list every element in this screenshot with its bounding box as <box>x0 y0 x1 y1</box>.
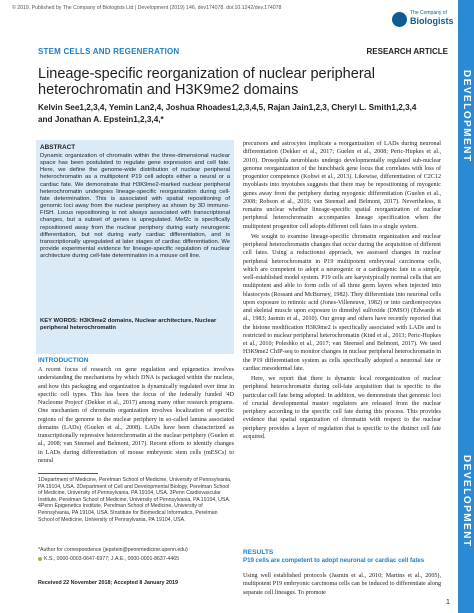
page-number: 1 <box>446 599 450 606</box>
keywords: KEY WORDS: H3K9me2 domains, Nuclear architecture, Nuclear peripheral heterochromatin <box>40 318 217 332</box>
paragraph: Here, we report that there is dynamic local reorganization of nuclear peripheral heterochromatin during cell-fate acquisition that is specific to the particular cell fate being adopted. In addition, we demonstrate that genomic loci of crucial developmental master regulators are released from the nuclear periphery according to the specific cell fate during this process. This provides evidence that spatial organization of chromatin with respect to the nuclear periphery provides a layer of regulation that is specific to the distinct cell fate acquired. <box>243 376 441 440</box>
received-dates: Received 22 November 2018; Accepted 8 January 2019 <box>38 580 179 586</box>
publisher-logo-name: Biologists <box>410 16 454 26</box>
abstract-heading: ABSTRACT <box>40 144 76 151</box>
sidebar-label-top: DEVELOPMENT <box>461 70 472 163</box>
publisher-logo <box>392 8 452 38</box>
publisher-logo-prefix: The Company of <box>410 10 447 16</box>
article-title: Lineage-specific reorganization of nuclear peripheral heterochromatin and H3K9me2 domains <box>38 66 375 98</box>
copyright-line: © 2019. Published by The Company of Biologists Ltd | Development (2019) 146, dev174078. doi:10.1242/dev.174078 <box>12 5 282 11</box>
results-body: Using well established protocols (Jasmin et al., 2010; Martins et al., 2005), multipotent P19 embryonic carcinoma cells can be induced to differentiate along separate cell lineages. To promote <box>243 573 441 596</box>
results-subheading: P19 cells are competent to adopt neuronal or cardiac cell fates <box>243 557 425 564</box>
footnote-divider <box>38 473 98 474</box>
abstract-body: Dynamic organization of chromatin within the three-dimensional nuclear space has been postulated to regulate gene expression and cell fate. Here, we define the genome-wide distribution of nuclear peripheral heterochromatin as a multipotent P19 cell adopts either a neural or a cardiac fate. We demonstrate that H3K9me2-marked nuclear peripheral heterochromatin undergoes lineage-specific reorganization during cell-fate determination. This is associated with spatial repositioning of genomic loci away from the nuclear periphery as shown by 3D immuno-FISH. Locus repositioning is not always associated with transcriptional changes, but a subset of genes is upregulated. Mef2c is specifically repositioned away from the nuclear periphery during early neurogenic differentiation, but not during early cardiac differentiation, and is transcriptionally upregulated at later stages of cardiac differentiation. We provide experimental evidence for lineage-specific regulation of nuclear architecture during cell-fate determination in a mouse cell line. <box>40 153 230 260</box>
right-column-body <box>243 140 441 441</box>
author-list: Kelvin See1,2,3,4, Yemin Lan2,4, Joshua Rhoades1,2,3,4,5, Rajan Jain1,2,3, Cheryl L. Smith1,2,3,4 and Jonathan A. Epstein1,2,3,4,* <box>38 103 417 124</box>
paragraph: precursors and astrocytes implicate a reorganization of LADs during neuronal differentiation (Dekker et al., 2017; Guelen et al., 2008; Peric-Hupkes et al., 2010). Drosophila neuroblasts undergo developmentally regulated sub-nuclear genome reorganization of the hunchback gene locus that correlates with loss of progenitor competence (Kohwi et al., 2013). Likewise, differentiation of C2C12 myoblasts into myotubes suggests that there may be repositioning of myogenic genes away from the periphery during myogenic differentiation (Guelen et al., 2008; Robson et al., 2016; van Steensel and Belmont, 2017). Nevertheless, it remains unclear whether lineage-specific spatial reorganization of nuclear peripheral heterochromatin accompanies lineage specification when the multipotent progenitor cell adopts different cell fates in a single system. <box>243 141 441 230</box>
correspondence-email[interactable]: *Author for correspondence (jepstein@pennmedicine.upenn.edu) <box>38 547 188 553</box>
introduction-heading: INTRODUCTION <box>38 357 89 364</box>
orcid-ids[interactable]: K.S., 0000-0003-0647-6977; J.A.E., 0000-0001-8637-4465 <box>44 556 179 562</box>
results-heading: RESULTS <box>243 549 274 556</box>
abstract-box <box>36 140 234 354</box>
journal-sidebar <box>458 0 474 613</box>
sidebar-label-bottom: DEVELOPMENT <box>461 455 472 548</box>
article-type: RESEARCH ARTICLE <box>366 47 448 56</box>
orcid-line <box>38 556 234 562</box>
publisher-logo-icon <box>392 12 407 27</box>
affiliations: 1Department of Medicine, Perelman School of Medicine, University of Pennsylvania, PA 19104, USA. 2Department of Cell and Developmental Biology, Perelman School of Medicine, University of Pennsylvania, PA 19104, USA. 3Penn Cardiovascular Institute, Perelman School of Medicine, University of Pennsylvania, PA 19104, USA. 4Penn Epigenetics Institute, Perelman School of Medicine, University of Pennsylvania, PA 19104, USA. 5Institute for Biomedical Informatics, Perelman School of Medicine, University of Pennsylvania, PA 19104, USA. <box>38 477 232 523</box>
section-label: STEM CELLS AND REGENERATION <box>38 47 180 56</box>
orcid-icon <box>38 557 42 561</box>
introduction-body: A recent focus of research on gene regulation and epigenetics involves understanding the mechanisms by which DNA is packaged within the nucleus, and how this packaging and organization is dynamically regulated over time in specific cell types. This has been the focus of the federally funded '4D Nucleome Project' (Dekker et al., 2017) among many other research programs. One mechanism of chromatin organization involves localization of specific regions of the genome to the nuclear periphery in so-called lamina associated domains (LADs) (Guelen et al., 2008). LADs have been characterized as transcriptionally repressive heterochromatin at the nuclear periphery (Guelen et al., 2008; van Steensel and Belmont, 2017). Recent efforts to identify changes in LADs during differentiation of mouse embryonic stem cells (mESCs) to neural <box>38 367 234 464</box>
paragraph: We sought to examine lineage-specific chromatin organization and nuclear peripheral heterochromatin changes that occur during the acquisition of different cell fates. Using a reductionist approach, we assessed changes in nuclear peripheral heterochromatin in P19 multipotent embryonal carcinoma cells, which are competent to adopt a neurogenic or a cardiogenic fate in a simple, well-established model system. P19 cells are karyotypically normal cells that are multipotent and able to form cells of all three germ layers when injected into blastocysts (Rossant and McBurney, 1982). They differentiate into neuronal cells upon exposure to retinoic acid (Jones-Villeneuve, 1982) or into cardiomyocytes and skeletal muscle upon exposure to dimethyl sulfoxide (DMSO) (Edwards et al., 1983; Jasmin et al., 2010). Our group and others have recently reported that the histone modification H3K9me2 is specifically associated with LADs and is restricted to nuclear peripheral heterochromatin (Kind et al., 2013; Peric-Hupkes et al., 2010; Poleshko et al., 2017; van Steensel and Belmont, 2017). We used H3K9me2 ChIP-seq to monitor changes in nuclear peripheral heterochromatin in the P19 differentiation system as cells specifically adopted a neuronal fate or cardiac mesodermal fate. <box>243 233 441 372</box>
